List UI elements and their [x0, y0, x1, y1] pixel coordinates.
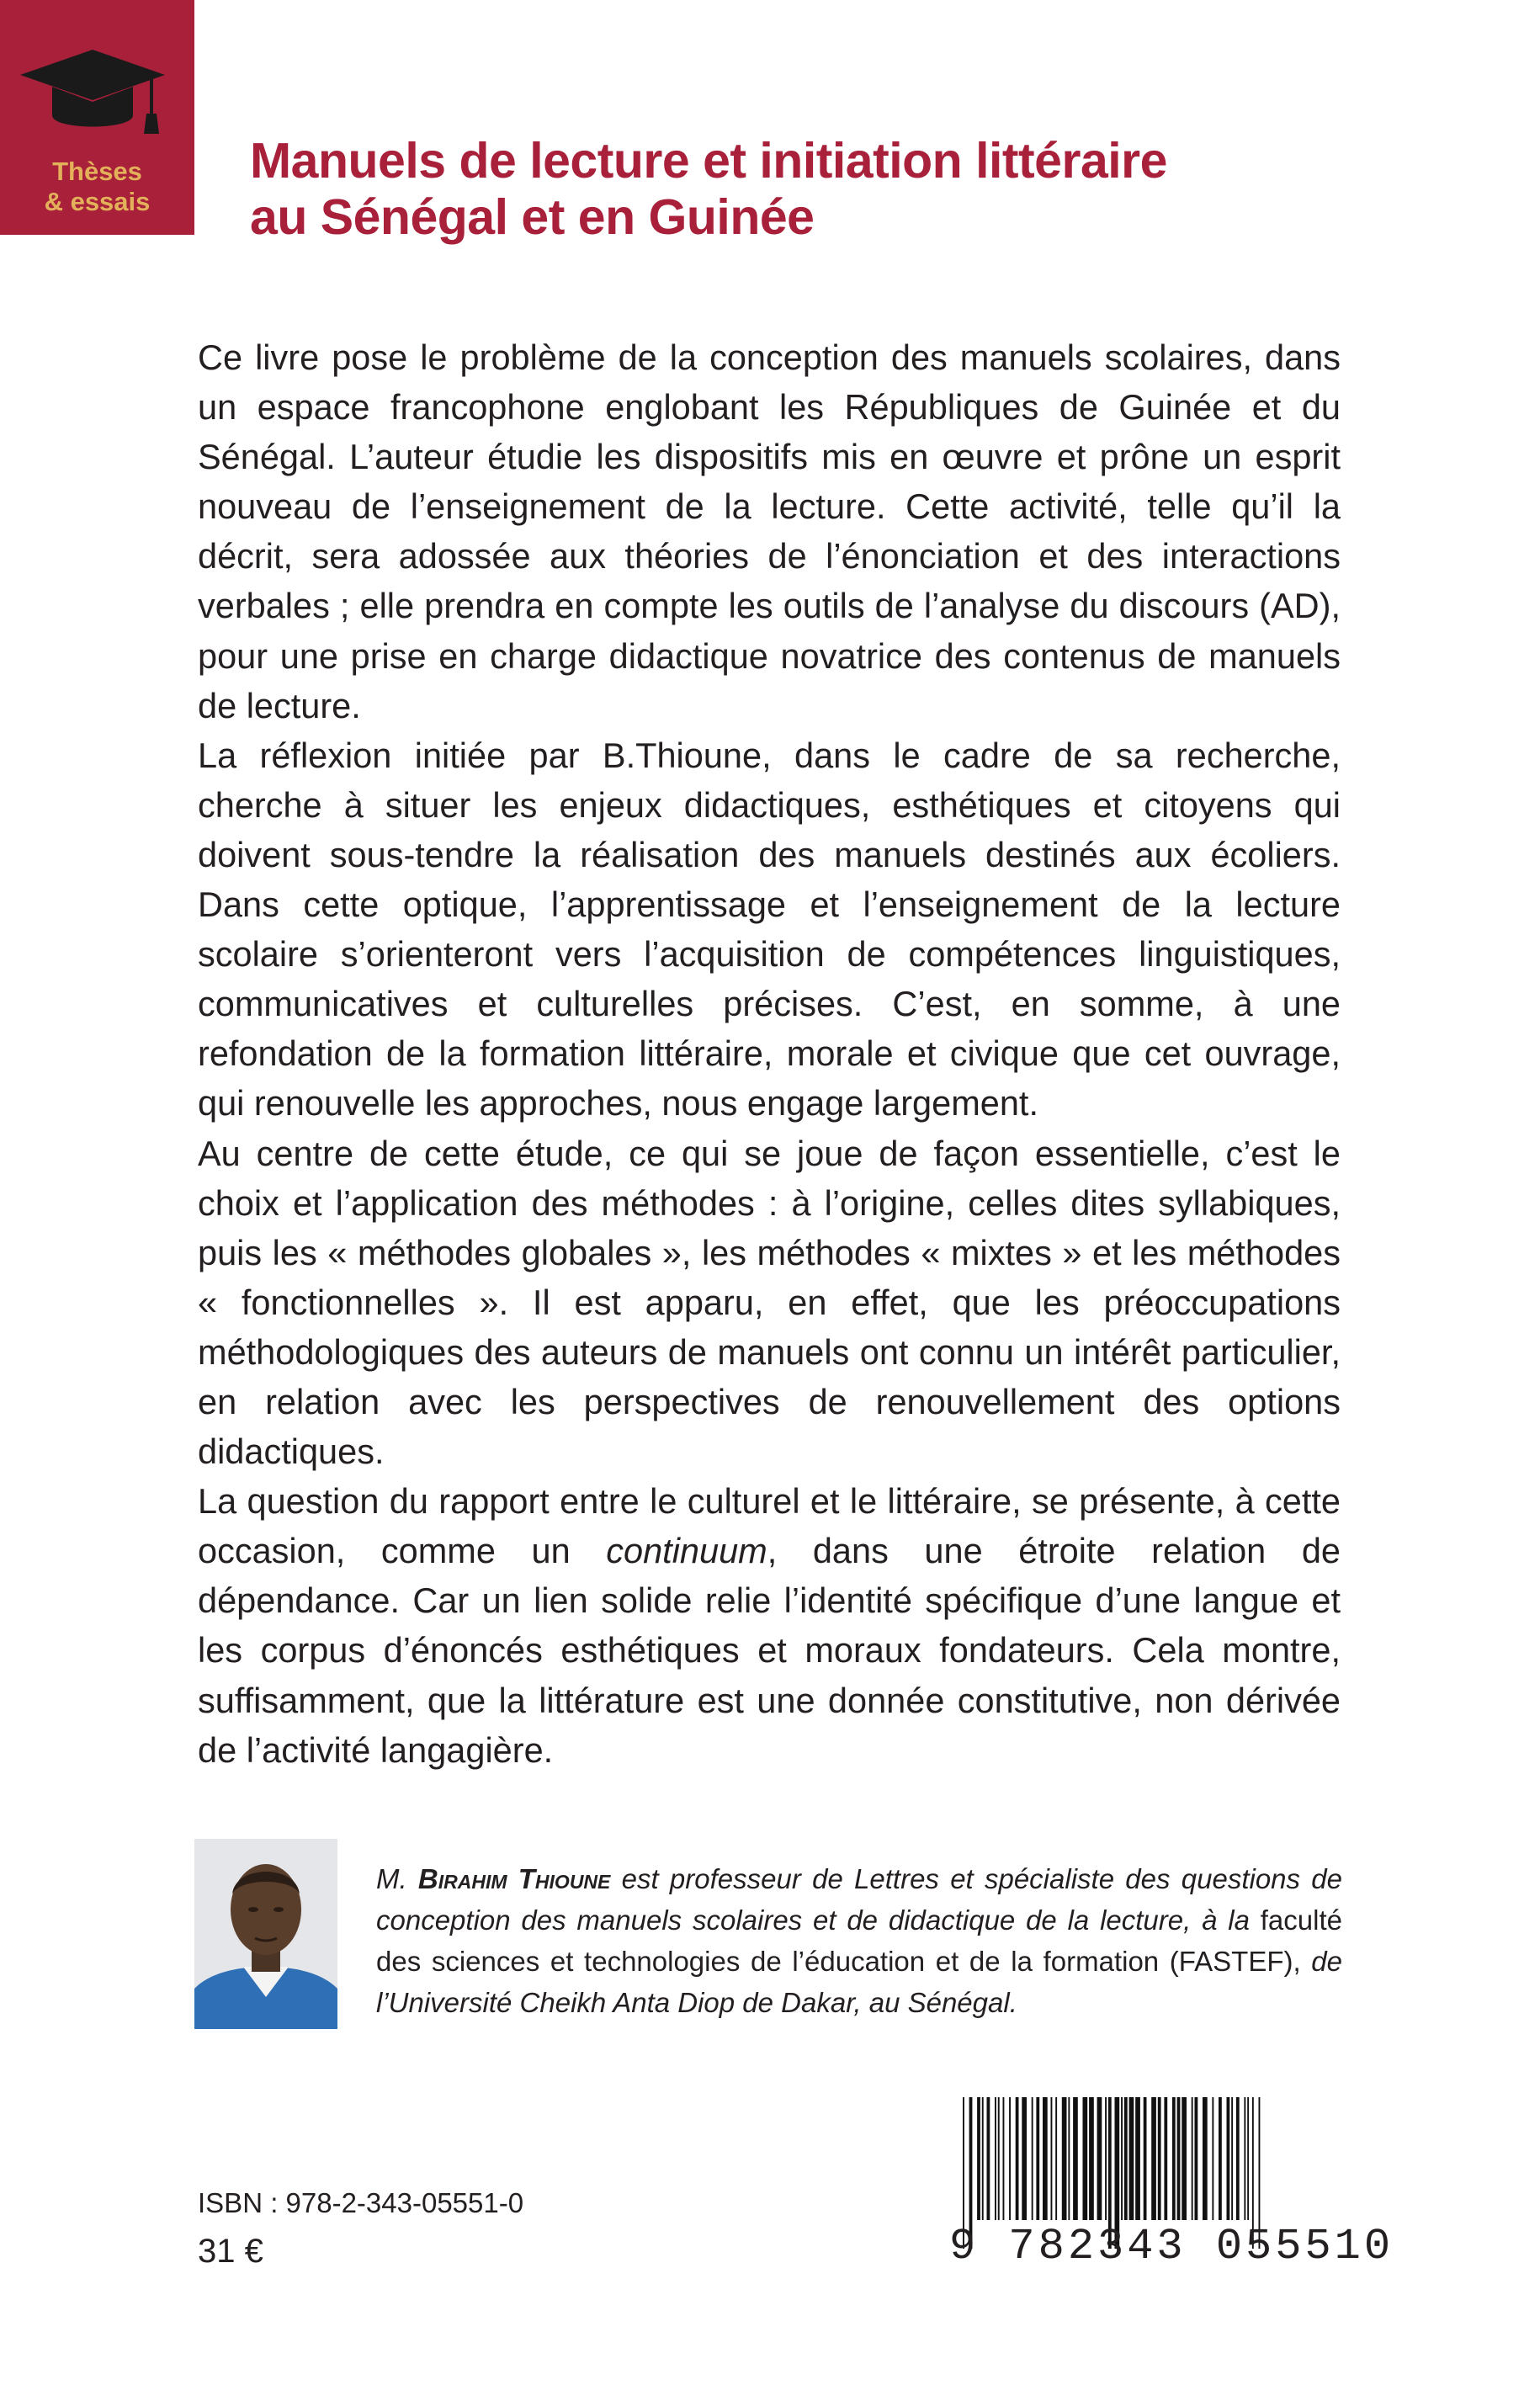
barcode-bar	[1124, 2097, 1128, 2220]
isbn: ISBN : 978-2-343-05551-0	[198, 2187, 524, 2218]
barcode-bar	[1083, 2097, 1088, 2220]
barcode-bar	[1247, 2097, 1249, 2220]
barcode-bar	[1051, 2097, 1053, 2220]
summary-p4-start: La question du rapport entre le culturel et le littéraire, se présente, à cette occasion, comme un	[198, 1481, 1341, 1571]
barcode-bar	[1151, 2097, 1156, 2220]
barcode-bar	[1212, 2097, 1213, 2220]
series-badge	[0, 0, 194, 235]
barcode-bar	[1032, 2097, 1033, 2220]
barcode-bar	[1144, 2097, 1147, 2220]
barcode-bar	[1172, 2097, 1176, 2220]
author-bio-part-3: de l’Université Cheikh Anta Diop de Dakar, au Sénégal.	[376, 1946, 1342, 2018]
author-portrait-image	[194, 1839, 337, 2029]
barcode-bar	[1129, 2097, 1134, 2220]
barcode-bar	[1036, 2097, 1039, 2220]
barcode-bar	[1105, 2097, 1107, 2220]
barcode-bar	[1055, 2097, 1057, 2220]
title-line-2: au Sénégal et en Guinée	[250, 189, 815, 245]
barcode-bar	[1043, 2097, 1048, 2220]
author-name: Birahim Thioune	[417, 1863, 611, 1894]
barcode-bar	[1177, 2097, 1181, 2220]
barcode-bar	[982, 2097, 984, 2220]
barcode-bar	[1121, 2097, 1123, 2220]
barcode-bar	[1022, 2097, 1027, 2220]
barcode-bar	[1236, 2097, 1240, 2220]
barcode-bar	[1244, 2097, 1245, 2220]
barcode-bar	[1062, 2097, 1067, 2220]
barcode-bar	[998, 2097, 1000, 2220]
author-bio	[376, 1858, 1342, 2023]
series-line-2: & essais	[44, 187, 151, 216]
barcode-bar	[1073, 2097, 1078, 2220]
book-title	[250, 133, 1428, 246]
summary-paragraph-1: Ce livre pose le problème de la conception des manuels scolaires, dans un espace francophone englobant les Républiques de Guinée et du Sénégal. L’auteur étudie les dispositifs mis en œuvre et prône un esprit nouveau de l’enseignement de la lecture. Cette activité, telle qu’il la décrit, sera adossée aux théories de l’énonciation et des interactions verbales ; elle prendra en compte les outils de l’analyse du discours (AD), pour une prise en charge didactique novatrice des contenus de manuels de lecture.	[198, 337, 1341, 725]
barcode-bar	[1135, 2097, 1140, 2220]
barcode-number: 9 782343 055510	[949, 2222, 1394, 2271]
barcode-bar	[1219, 2097, 1222, 2220]
barcode-bar	[1182, 2097, 1187, 2220]
summary-paragraph-3: Au centre de cette étude, ce qui se joue de façon essentielle, c’est le choix et l’application des méthodes : à l’origine, celles dites syllabiques, puis les « méthodes globales », les méthodes « mixtes » et les méthodes « fonctionnelles ». Il est apparu, en effet, que les préoccupations méthodologiques des auteurs de manuels ont connu un intérêt particulier, en relation avec les perspectives de renouvellement des options didactiques.	[198, 1133, 1341, 1472]
barcode-bar	[1192, 2097, 1193, 2220]
series-name	[0, 157, 194, 217]
summary-p4-emphasis: continuum	[606, 1531, 767, 1571]
barcode-bar	[987, 2097, 990, 2220]
barcode-bar	[1158, 2097, 1161, 2220]
author-photo	[194, 1839, 337, 2029]
summary-p4-end: , dans une étroite relation de dépendance. Car un lien solide relie l’identité spécifique d’une langue et les corpus d’énoncés esthétiques et moraux fondateurs. Cela montre, suffisamment, que la littérature est une donnée constitutive, non dérivée de l’activité langagière.	[198, 1531, 1341, 1770]
author-bio-part-2: faculté des sciences et technologies de l’éducation et de la formation (FASTEF),	[376, 1904, 1342, 1977]
series-line-1: Thèses	[52, 157, 142, 186]
barcode-bar	[1016, 2097, 1019, 2220]
barcode-bar	[1164, 2097, 1167, 2220]
barcode-bar	[1097, 2097, 1102, 2220]
barcode-bar	[1009, 2097, 1011, 2220]
barcode-bar	[1227, 2097, 1230, 2220]
barcode-bar	[1089, 2097, 1094, 2220]
barcode-bar	[977, 2097, 980, 2220]
barcode-bar	[1068, 2097, 1070, 2220]
book-summary	[198, 332, 1341, 1775]
author-prefix: M.	[376, 1863, 418, 1894]
barcode-bar	[995, 2097, 996, 2220]
barcode-bar	[1203, 2097, 1208, 2220]
price: 31 €	[198, 2233, 263, 2270]
barcode-bar	[1231, 2097, 1233, 2220]
graduation-cap-icon	[17, 46, 168, 143]
barcode-bar	[1003, 2097, 1005, 2220]
author-bio-part-1: est professeur de Lettres et spécialiste des questions de conception des manuels scolaires et de didactique de la lecture, à la	[376, 1863, 1342, 1936]
title-line-1: Manuels de lecture et initiation littéraire	[250, 133, 1167, 189]
summary-paragraph-2: La réflexion initiée par B.Thioune, dans le cadre de sa recherche, cherche à situer les enjeux didactiques, esthétiques et citoyens qui doivent sous-tendre la réalisation des manuels destinés aux écoliers. Dans cette optique, l’apprentissage et l’enseignement de la lecture scolaire s’orienteront vers l’acquisition de compétences linguistiques, communicatives et culturelles précises. C’est, en somme, à une refondation de la formation littéraire, morale et civique que cet ouvrage, qui renouvelle les approches, nous engage largement.	[198, 735, 1341, 1123]
barcode-bar	[1195, 2097, 1198, 2220]
summary-paragraph-4	[198, 1476, 1341, 1775]
